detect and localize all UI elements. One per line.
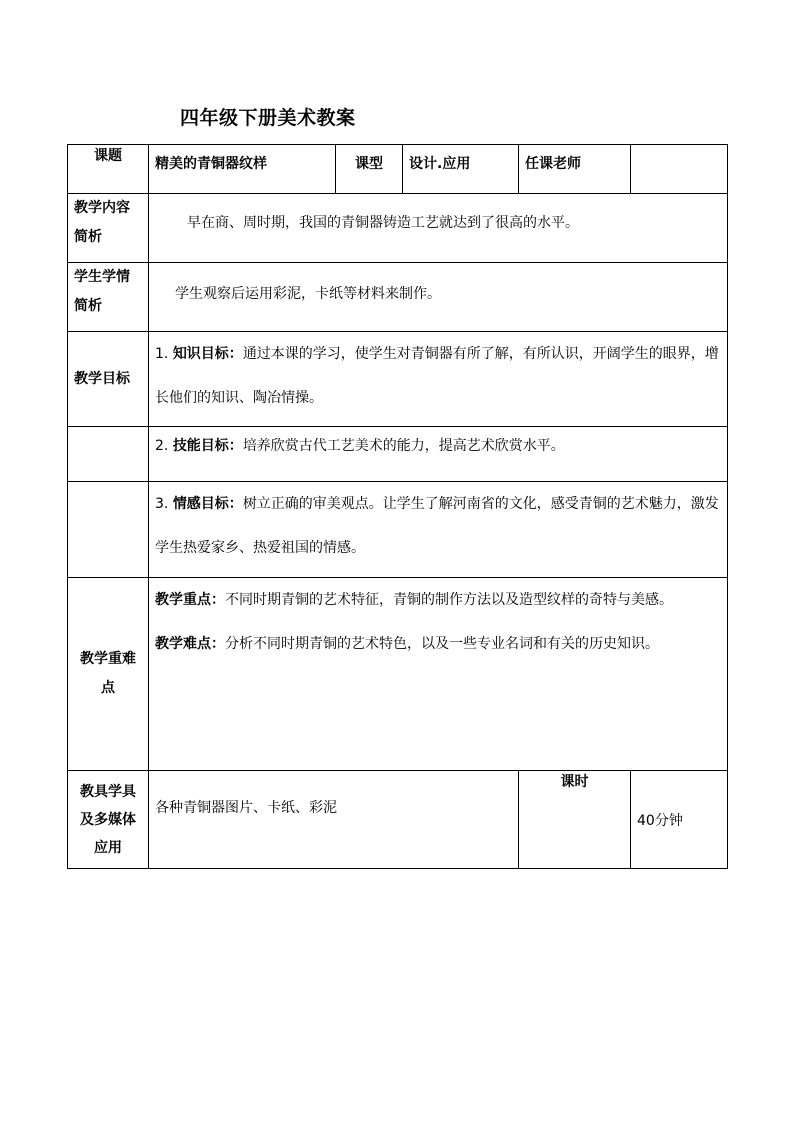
key-points-row	[68, 578, 728, 771]
type-label: 课型	[336, 145, 403, 194]
focus-block	[155, 578, 721, 622]
objective-1-text: 通过本课的学习，使学生对青铜器有所了解，有所认识，开阔学生的眼界，增长他们的知识、陶冶情操。	[155, 346, 719, 406]
objective-2-title: 技能目标：	[172, 438, 243, 454]
header-row	[68, 145, 728, 194]
media-label: 教具学具及多媒体应用	[68, 771, 149, 869]
objective-3-prefix: 3.	[155, 496, 173, 512]
objective-3-title: 情感目标：	[172, 496, 243, 512]
objective-2-text: 培养欣赏古代工艺美术的能力，提高艺术欣赏水平。	[242, 438, 565, 454]
media-row	[68, 771, 728, 869]
focus-title: 教学重点：	[155, 592, 225, 608]
topic-label: 课题	[68, 145, 149, 194]
content-analysis-label: 教学内容简析	[68, 194, 149, 263]
objective-2-prefix: 2.	[155, 438, 173, 454]
media-text: 各种青铜器图片、卡纸、彩泥	[149, 771, 519, 869]
teacher-label: 任课老师	[519, 145, 631, 194]
lesson-plan-table	[67, 144, 728, 869]
objective-row-2	[68, 427, 728, 482]
objective-3-empty-cell	[68, 482, 149, 578]
topic-value: 精美的青铜器纹样	[149, 145, 336, 194]
objective-1-prefix: 1.	[155, 346, 173, 362]
focus-text: 不同时期青铜的艺术特征，青铜的制作方法以及造型纹样的奇特与美感。	[225, 592, 673, 608]
objective-2-empty-cell	[68, 427, 149, 482]
objectives-label: 教学目标	[68, 332, 149, 427]
hours-value: 40分钟	[631, 771, 728, 869]
hours-label: 课时	[519, 771, 631, 869]
key-points-label: 教学重难点	[68, 578, 149, 771]
document-title: 四年级下册美术教案	[180, 107, 356, 129]
student-analysis-text: 学生观察后运用彩泥，卡纸等材料来制作。	[175, 286, 441, 302]
objective-3-text: 树立正确的审美观点。让学生了解河南省的文化，感受青铜的艺术魅力，激发学生热爱家乡、热爱祖国的情感。	[155, 496, 719, 556]
content-analysis-text: 早在商、周时期，我国的青铜器铸造工艺就达到了很高的水平。	[187, 215, 579, 231]
difficulty-title: 教学难点：	[155, 636, 225, 652]
objective-row-1	[68, 332, 728, 427]
content-analysis-row	[68, 194, 728, 263]
student-analysis-row	[68, 263, 728, 332]
student-analysis-label: 学生学情简析	[68, 263, 149, 332]
objective-row-3	[68, 482, 728, 578]
difficulty-block	[155, 622, 721, 666]
objective-1-title: 知识目标：	[172, 346, 243, 362]
type-value: 设计.应用	[403, 145, 519, 194]
difficulty-text: 分析不同时期青铜的艺术特色，以及一些专业名词和有关的历史知识。	[225, 636, 659, 652]
teacher-value	[631, 145, 728, 194]
